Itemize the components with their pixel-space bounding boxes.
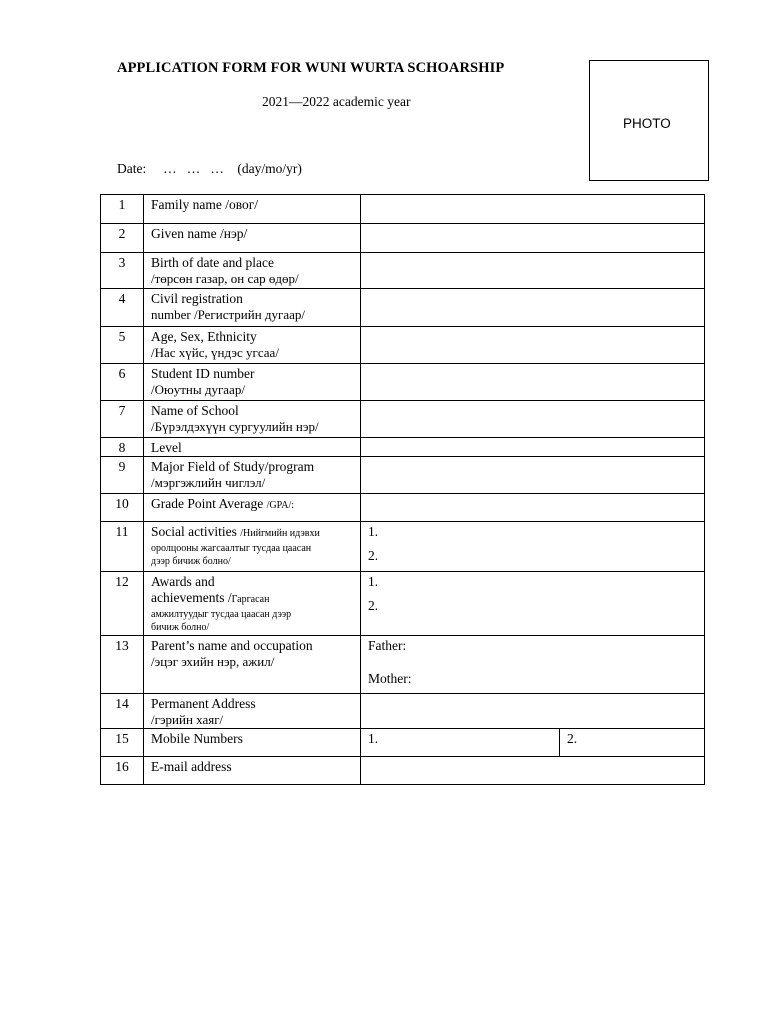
row-label: [144, 438, 361, 457]
mother-label: Mother:: [368, 671, 412, 686]
email-field[interactable]: [361, 757, 705, 785]
label-text: Family name /овог/: [151, 197, 259, 212]
application-table: [100, 194, 705, 785]
label-subtext: /GPA/:: [266, 500, 295, 511]
label-subtext: амжилтуудыг тусдаа цаасан дээр: [151, 609, 292, 620]
label-subtext: /эцэг эхийн нэр, ажил/: [151, 654, 275, 669]
table-row: [101, 438, 705, 457]
student-id-field[interactable]: [361, 364, 705, 401]
awards-field[interactable]: [361, 572, 705, 636]
label-subtext: /Оюутны дугаар/: [151, 382, 245, 397]
row-label: [144, 224, 361, 253]
row-number: 12: [101, 572, 144, 636]
row-label: [144, 522, 361, 572]
label-text: Student ID number: [151, 366, 255, 381]
entry-number: 2.: [567, 731, 578, 746]
label-text: Birth of date and place: [151, 255, 274, 270]
entry-number: 2.: [368, 548, 379, 563]
label-text: Civil registration: [151, 291, 243, 306]
row-label: [144, 289, 361, 327]
label-text: Major Field of Study/program: [151, 459, 315, 474]
table-row: [101, 224, 705, 253]
row-number: 8: [101, 438, 144, 457]
row-label: [144, 572, 361, 636]
label-subtext: Гаргасан: [231, 594, 270, 605]
given-name-field[interactable]: [361, 224, 705, 253]
mobile-number-1-field[interactable]: [361, 729, 560, 757]
table-row: [101, 364, 705, 401]
birth-date-place-field[interactable]: [361, 253, 705, 289]
row-label: [144, 253, 361, 289]
label-subtext: /мэргэжлийн чиглэл/: [151, 475, 266, 490]
label-text: Level: [151, 440, 182, 455]
entry-number: 1.: [368, 574, 379, 589]
form-title: APPLICATION FORM FOR WUNI WURTA SCHOARSHIP: [117, 60, 505, 76]
label-text: E-mail address: [151, 759, 232, 774]
gpa-field[interactable]: [361, 494, 705, 522]
mobile-number-2-field[interactable]: [560, 729, 705, 757]
row-label: [144, 729, 361, 757]
row-number: 15: [101, 729, 144, 757]
label-subtext: /төрсөн газар, он сар өдөр/: [151, 271, 299, 286]
row-label: [144, 364, 361, 401]
row-number: 3: [101, 253, 144, 289]
row-number: 10: [101, 494, 144, 522]
civil-registration-field[interactable]: [361, 289, 705, 327]
table-row: [101, 694, 705, 729]
entry-number: 1.: [368, 731, 379, 746]
label-text: Social activities: [151, 524, 237, 539]
table-row: [101, 572, 705, 636]
row-label: [144, 636, 361, 694]
row-number: 6: [101, 364, 144, 401]
table-row: [101, 327, 705, 364]
date-placeholder[interactable]: … … …: [163, 161, 224, 176]
row-number: 13: [101, 636, 144, 694]
table-row: [101, 457, 705, 494]
level-field[interactable]: [361, 438, 705, 457]
entry-number: 1.: [368, 524, 379, 539]
label-subtext: бичиж болно/: [151, 622, 210, 633]
school-name-field[interactable]: [361, 401, 705, 438]
permanent-address-field[interactable]: [361, 694, 705, 729]
date-label: Date:: [117, 161, 147, 176]
label-subtext: оролцооны жагсаалтыг тусдаа цаасан: [151, 543, 312, 554]
label-subtext: дээр бичиж болно/: [151, 556, 231, 567]
parents-field[interactable]: [361, 636, 705, 694]
row-number: 14: [101, 694, 144, 729]
age-sex-ethnicity-field[interactable]: [361, 327, 705, 364]
table-row: [101, 636, 705, 694]
label-subtext: number /Регистрийн дугаар/: [151, 307, 306, 322]
family-name-field[interactable]: [361, 195, 705, 224]
table-row: [101, 522, 705, 572]
row-number: 4: [101, 289, 144, 327]
table-row: [101, 401, 705, 438]
row-label: [144, 757, 361, 785]
row-number: 7: [101, 401, 144, 438]
row-number: 1: [101, 195, 144, 224]
table-row: [101, 494, 705, 522]
entry-number: 2.: [368, 598, 379, 613]
table-row: [101, 729, 705, 757]
table-row: [101, 757, 705, 785]
row-label: [144, 494, 361, 522]
photo-label: PHOTO: [623, 116, 671, 131]
row-number: 9: [101, 457, 144, 494]
date-format: (day/mo/yr): [237, 161, 302, 176]
label-text: Name of School: [151, 403, 239, 418]
academic-year: 2021—2022 academic year: [262, 94, 411, 109]
label-subtext: /Бүрэлдэхүүн сургуулийн нэр/: [151, 419, 319, 434]
row-number: 2: [101, 224, 144, 253]
row-label: [144, 327, 361, 364]
row-label: [144, 694, 361, 729]
table-row: [101, 289, 705, 327]
row-number: 5: [101, 327, 144, 364]
table-row: [101, 253, 705, 289]
label-text: Awards and: [151, 574, 215, 589]
label-subtext: /Нас хүйс, үндэс угсаа/: [151, 345, 279, 360]
label-text: achievements /: [151, 590, 232, 605]
table-row: [101, 195, 705, 224]
row-number: 16: [101, 757, 144, 785]
date-line: [117, 161, 302, 177]
row-label: [144, 195, 361, 224]
label-subtext: /Нийгмийн идэвхи: [240, 528, 320, 539]
row-label: [144, 457, 361, 494]
label-text: Given name /нэр/: [151, 226, 248, 241]
label-text: Age, Sex, Ethnicity: [151, 329, 257, 344]
photo-box[interactable]: [589, 60, 709, 181]
row-label: [144, 401, 361, 438]
label-text: Grade Point Average: [151, 496, 264, 511]
label-text: Parent’s name and occupation: [151, 638, 313, 653]
label-text: Permanent Address: [151, 696, 256, 711]
major-field[interactable]: [361, 457, 705, 494]
label-text: Mobile Numbers: [151, 731, 243, 746]
social-activities-field[interactable]: [361, 522, 705, 572]
row-number: 11: [101, 522, 144, 572]
father-label: Father:: [368, 638, 407, 653]
label-subtext: /гэрийн хаяг/: [151, 712, 224, 727]
